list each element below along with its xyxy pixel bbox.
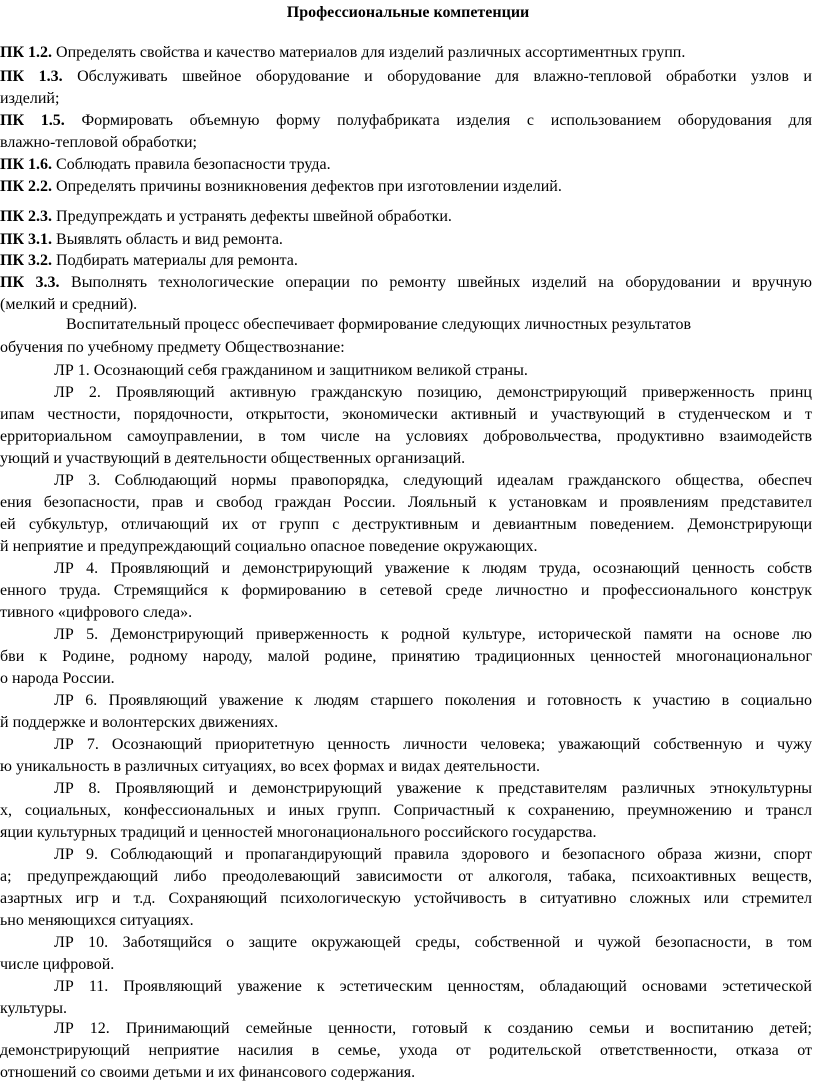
personal-result-line: ЛР 6. Проявляющий уважение к людям старшего поколения и готовность к участию в социально [54, 692, 812, 709]
competency-line [0, 229, 283, 251]
competency-line [0, 132, 197, 154]
competency-line [0, 206, 452, 228]
personal-result-line: а; предупреждающий либо преодолевающий зависимости от алкоголя, табака, психоактивных веществ, [0, 868, 812, 885]
competency-text: Определять свойства и качество материалов для изделий различных ассортиментных групп. [52, 44, 686, 61]
competency-line [0, 42, 685, 64]
competency-line [0, 110, 812, 132]
competency-text: влажно-тепловой обработки; [0, 134, 197, 151]
personal-result-line: ЛР 5. Демонстрирующий приверженность к родной культуре, исторической памяти на основе лю [54, 626, 812, 643]
competency-line [0, 294, 137, 316]
personal-result-line: ю уникальность в различных ситуациях, во всех формах и видах деятельности. [0, 758, 541, 775]
competency-text: Соблюдать правила безопасности труда. [52, 156, 331, 173]
competency-code: ПК 3.3. [0, 274, 60, 291]
personal-result-line: ЛР 11. Проявляющий уважение к эстетическим ценностям, обладающий основами эстетической [54, 978, 812, 995]
competency-code: ПК 1.5. [0, 112, 65, 129]
competency-code: ПК 1.3. [0, 68, 63, 85]
personal-result-line: о народа России. [0, 670, 115, 687]
personal-result-line: бви к Родине, родному народу, малой родине, принятию традиционных ценностей многонациональног [0, 648, 812, 665]
personal-result-line: й неприятие и предупреждающий социально опасное поведение окружающих. [0, 538, 538, 555]
personal-result-line: ЛР 3. Соблюдающий нормы правопорядка, следующий идеалам гражданского общества, обеспеч [54, 472, 812, 489]
personal-result-line: ЛР 2. Проявляющий активную гражданскую позицию, демонстрирующий приверженность принц [54, 384, 812, 401]
competency-text: Определять причины возникновения дефектов при изготовлении изделий. [52, 178, 562, 195]
personal-result-line: ующий и участвующий в деятельности общественных организаций. [0, 450, 466, 467]
competency-code: ПК 3.2. [0, 252, 53, 269]
competency-line [0, 176, 562, 198]
personal-result-line: ЛР 4. Проявляющий и демонстрирующий уважение к людям труда, осознающий ценность собств [54, 560, 812, 577]
personal-result-line: ЛР 7. Осознающий приоритетную ценность личности человека; уважающий собственную и чужу [54, 736, 812, 753]
personal-result-line: ей субкультур, отличающий их от групп с деструктивным и девиантным поведением. Демонстрирующи [0, 516, 812, 533]
personal-result-line: культуры. [0, 1000, 68, 1017]
competency-code: ПК 1.2. [0, 44, 53, 61]
personal-result-line: ЛР 9. Соблюдающий и пропагандирующий правила здорового и безопасного образа жизни, спорт [54, 846, 812, 863]
competency-line [0, 66, 812, 88]
competency-line [0, 88, 59, 110]
personal-result-line: ипам честности, порядочности, открытости, экономически активный и участвующий в студенческом и т [0, 406, 812, 423]
personal-result-line: ьно меняющихся ситуациях. [0, 912, 194, 929]
competency-text: Подбирать материалы для ремонта. [52, 252, 298, 269]
personal-result-line: демонстрирующий неприятие насилия в семье, ухода от родительской ответственности, отказа от [0, 1042, 812, 1059]
competency-text: Предупреждать и устранять дефекты швейной обработки. [52, 208, 452, 225]
competency-code: ПК 1.6. [0, 156, 53, 173]
intro-line: обучения по учебному предмету Обществознание: [0, 339, 345, 356]
competency-text: Выявлять область и вид ремонта. [52, 231, 283, 248]
competency-line [0, 154, 331, 176]
competency-code: ПК 2.3. [0, 208, 53, 225]
personal-result-line: отношений со своими детьми и их финансового содержания. [0, 1064, 416, 1081]
intro-line: Воспитательный процесс обеспечивает формирование следующих личностных результатов [66, 316, 692, 333]
personal-result-line: ения безопасности, прав и свобод граждан России. Лояльный к установкам и проявлениям представител [0, 494, 812, 511]
competency-code: ПК 2.2. [0, 178, 53, 195]
personal-result-line: ерриториальном самоуправлении, в том числе на условиях добровольчества, продуктивно взаимодейств [0, 428, 812, 445]
competency-code: ПК 3.1. [0, 231, 53, 248]
competency-line [0, 272, 812, 294]
personal-result-line: числе цифровой. [0, 956, 115, 973]
personal-result-line: ЛР 10. Заботящийся о защите окружающей среды, собственной и чужой безопасности, в том [54, 934, 812, 951]
personal-result-line: ЛР 8. Проявляющий и демонстрирующий уважение к представителям различных этнокультурны [54, 780, 812, 797]
competency-line [0, 250, 298, 272]
personal-result-line: енного труда. Стремящийся к формированию в сетевой среде личностно и профессионального конструк [0, 582, 812, 599]
personal-result-line: ЛР 1. Осознающий себя гражданином и защитником великой страны. [54, 362, 528, 379]
personal-result-line: х, социальных, конфессиональных и иных групп. Сопричастный к сохранению, преумножению и трансл [0, 802, 812, 819]
competency-text: (мелкий и средний). [0, 296, 138, 313]
document-title: Профессиональные компетенции [286, 4, 530, 21]
competency-text: Формировать объемную форму полуфабриката изделия с использованием оборудования для [64, 112, 813, 129]
personal-result-line: яции культурных традиций и ценностей многонационального российского государства. [0, 824, 597, 841]
competency-text: Обслуживать швейное оборудование и оборудование для влажно-тепловой обработки узлов и [62, 68, 812, 85]
personal-result-line: й поддержке и волонтерских движениях. [0, 714, 279, 731]
personal-result-line: ЛР 12. Принимающий семейные ценности, готовый к созданию семьи и воспитанию детей; [54, 1020, 812, 1037]
competency-text: изделий; [0, 90, 60, 107]
competency-text: Выполнять технологические операции по ремонту швейных изделий на оборудовании и вручную [59, 274, 813, 291]
personal-result-line: азартных игр и т.д. Сохраняющий психологическую устойчивость в ситуативно сложных или стремител [0, 890, 812, 907]
personal-result-line: тивного «цифрового следа». [0, 604, 193, 621]
